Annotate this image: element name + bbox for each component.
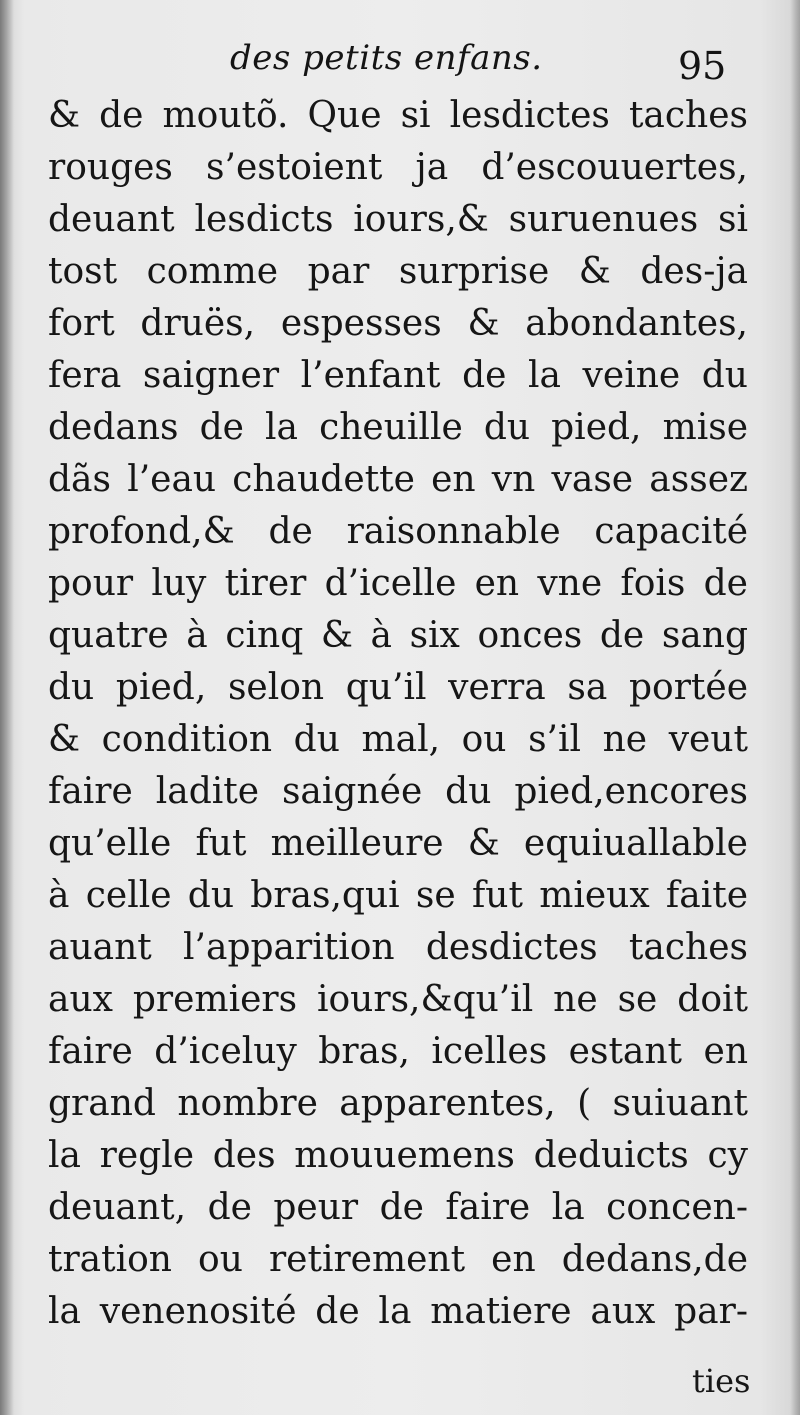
text-line: rouges s’estoient ja d’escouuertes, [48,147,748,188]
text-line: la venenosité de la matiere aux par- [48,1291,748,1332]
text-line: grand nombre apparentes, ( suiuant [48,1083,748,1124]
text-line: & de moutõ. Que si lesdictes taches [48,95,748,136]
text-line: pour luy tirer d’icelle en vne fois de [48,563,748,604]
catchword: ties [692,1362,751,1400]
text-line: à celle du bras,qui se fut mieux faite [48,875,748,916]
text-line: deuant, de peur de faire la concen- [48,1187,748,1228]
page-edge-shadow [790,0,800,1415]
text-line: dedans de la cheuille du pied, mise [48,407,748,448]
text-line: aux premiers iours,&qu’il ne se doit [48,979,748,1020]
text-line: profond,& de raisonnable capacité [48,511,748,552]
text-line: faire d’iceluy bras, icelles estant en [48,1031,748,1072]
text-line: tost comme par surprise & des-ja [48,251,748,292]
page-gutter-shadow [0,0,14,1415]
text-line: deuant lesdicts iours,& suruenues si [48,199,748,240]
text-line: & condition du mal, ou s’il ne veut [48,719,748,760]
text-line: tration ou retirement en dedans,de [48,1239,748,1280]
running-title: des petits enfans. [230,38,543,78]
text-line: fera saigner l’enfant de la veine du [48,355,748,396]
text-line: la regle des mouuemens deduicts cy [48,1135,748,1176]
text-line: du pied, selon qu’il verra sa portée [48,667,748,708]
text-line: auant l’apparition desdictes taches [48,927,748,968]
text-line: quatre à cinq & à six onces de sang [48,615,748,656]
body-text [48,90,748,1338]
text-line: faire ladite saignée du pied,encores [48,771,748,812]
text-line: dãs l’eau chaudette en vn vase assez [48,459,748,500]
page-number: 95 [678,44,727,88]
text-line: qu’elle fut meilleure & equiuallable [48,823,748,864]
text-line: fort druës, espesses & abondantes, [48,303,748,344]
